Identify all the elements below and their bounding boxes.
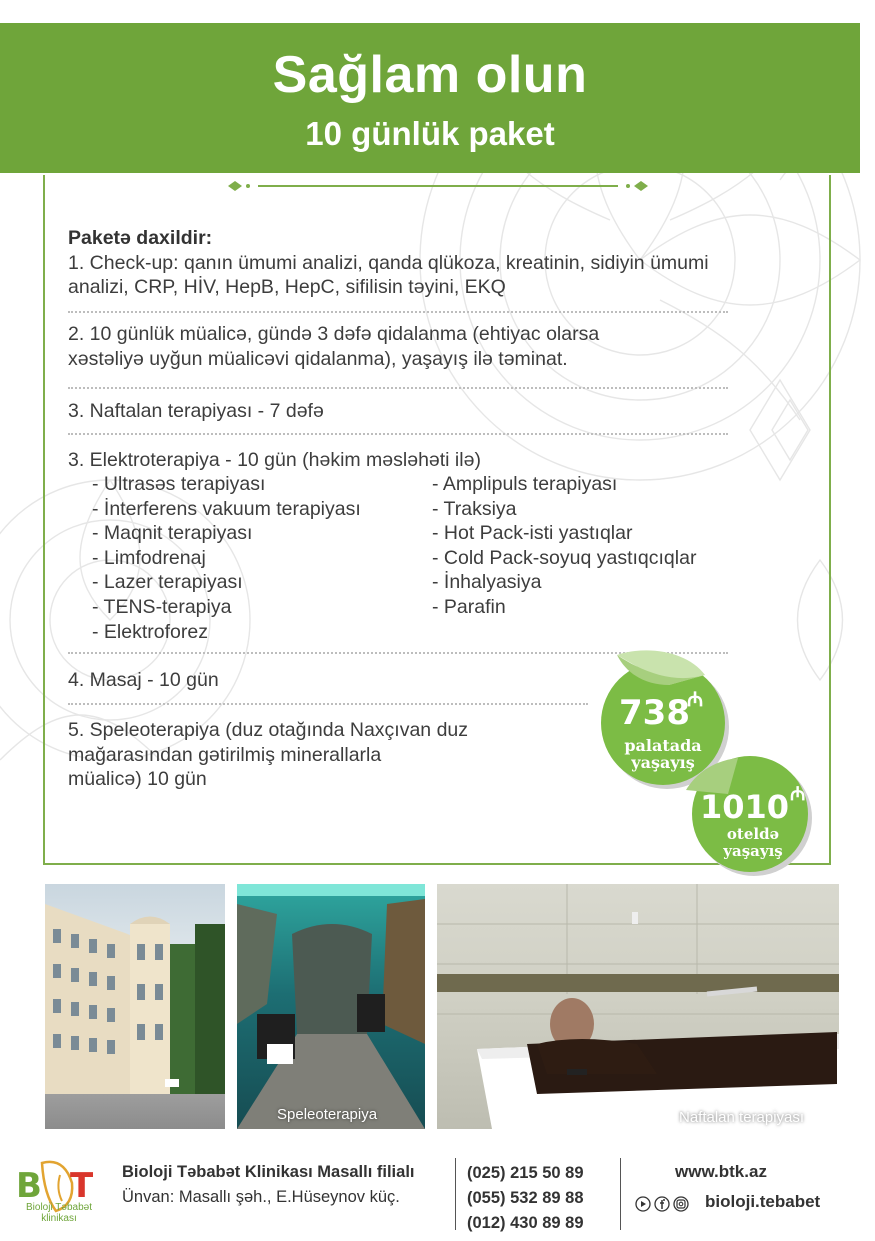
list-item: - Traksiya — [432, 497, 517, 520]
svg-text:T: T — [70, 1166, 94, 1206]
logo-caption: Bioloji Təbabət klinikası — [26, 1202, 92, 1224]
list-item: - Lazer terapiyası — [92, 571, 243, 594]
naftalan-photo — [437, 884, 839, 1129]
price-sticker-otel — [668, 750, 833, 880]
list-item: - TENS-terapiya — [92, 595, 232, 618]
footer-divider — [620, 1158, 621, 1230]
dotted-separator — [68, 703, 588, 705]
page-title: Sağlam olun — [272, 46, 588, 104]
item-electrotherapy: 3. Elektroterapiya - 10 gün (həkim məsləhəti ilə) — [68, 449, 481, 471]
clinic-name: Bioloji Təbabət Klinikası Masallı filialı — [122, 1163, 415, 1181]
social-handle[interactable]: bioloji.tebabet — [705, 1192, 821, 1211]
list-item: - Parafin — [432, 595, 506, 618]
list-item: - İnterferens vakuum terapiyası — [92, 497, 361, 520]
photo-caption: Speleoterapiya — [277, 1106, 378, 1123]
list-item: - Amplipuls terapiyası — [432, 473, 618, 495]
dotted-separator — [68, 387, 728, 389]
facebook-icon — [655, 1197, 669, 1211]
page-subtitle: 10 günlük paket — [305, 115, 555, 152]
manat-icon: ₼ — [687, 687, 704, 711]
item-naftalan: 3. Naftalan terapiyası - 7 dəfə — [68, 400, 324, 422]
list-item: - Elektroforez — [92, 620, 208, 643]
building-photo — [45, 884, 225, 1129]
phone-number[interactable]: (025) 215 50 89 — [467, 1164, 584, 1182]
website-link[interactable]: www.btk.az — [675, 1162, 767, 1181]
item-speleotherapy: 5. Speleoterapiya (duz otağında Naxçıvan duz mağarasından gətirilmiş minerallarla müalicə) 10 gün — [68, 719, 469, 790]
svg-text:B: B — [16, 1166, 42, 1206]
list-item: - Hot Pack-isti yastıqlar — [432, 522, 633, 545]
price-label: palatada yaşayış — [624, 736, 702, 772]
photo-caption: Naftalan terapiyası — [679, 1109, 805, 1126]
list-item: - Cold Pack-soyuq yastıqcıqlar — [432, 546, 697, 569]
instagram-icon — [674, 1197, 688, 1211]
therapy-list-right — [432, 472, 696, 620]
footer-divider — [455, 1158, 456, 1230]
list-item: - Maqnit terapiyası — [92, 522, 253, 545]
item-massage: 4. Masaj - 10 gün — [68, 669, 219, 691]
package-heading: Paketə daxildir: — [68, 227, 213, 249]
divider-ornament — [228, 178, 648, 194]
list-item: - İnhalyasiya — [432, 571, 542, 594]
dotted-separator — [68, 311, 728, 313]
dotted-separator — [68, 433, 728, 435]
phone-number[interactable]: (055) 532 89 88 — [467, 1189, 584, 1207]
list-item: - Limfodrenaj — [92, 546, 206, 569]
price-amount: 738 — [619, 693, 690, 733]
item-checkup: 1. Check-up: qanın ümumi analizi, qanda qlükoza, kreatinin, sidiyin ümumi analizi, CRP, HİV, HepB, HepC, sifilisin təyini, EKQ — [68, 251, 709, 298]
list-item: - Ultrasəs terapiyası — [92, 473, 266, 495]
youtube-icon — [636, 1197, 650, 1211]
social-icons — [635, 1196, 697, 1212]
price-label: oteldə yaşayış — [723, 825, 783, 860]
price-amount: 1010 — [700, 788, 790, 826]
therapy-list-left — [92, 472, 361, 644]
speleotherapy-photo — [237, 884, 425, 1129]
item-treatment: 2. 10 günlük müalicə, gündə 3 dəfə qidalanma (ehtiyac olarsa xəstəliyə uyğun müalicəvi qidalanma), yaşayış ilə təminat. — [68, 323, 600, 370]
phone-number[interactable]: (012) 430 89 89 — [467, 1214, 584, 1232]
manat-icon: ₼ — [790, 783, 806, 805]
clinic-address: Ünvan: Masallı şəh., E.Hüseynov küç. — [122, 1188, 400, 1206]
package-section — [68, 226, 748, 300]
footer — [0, 1140, 875, 1241]
header-banner — [0, 23, 860, 173]
